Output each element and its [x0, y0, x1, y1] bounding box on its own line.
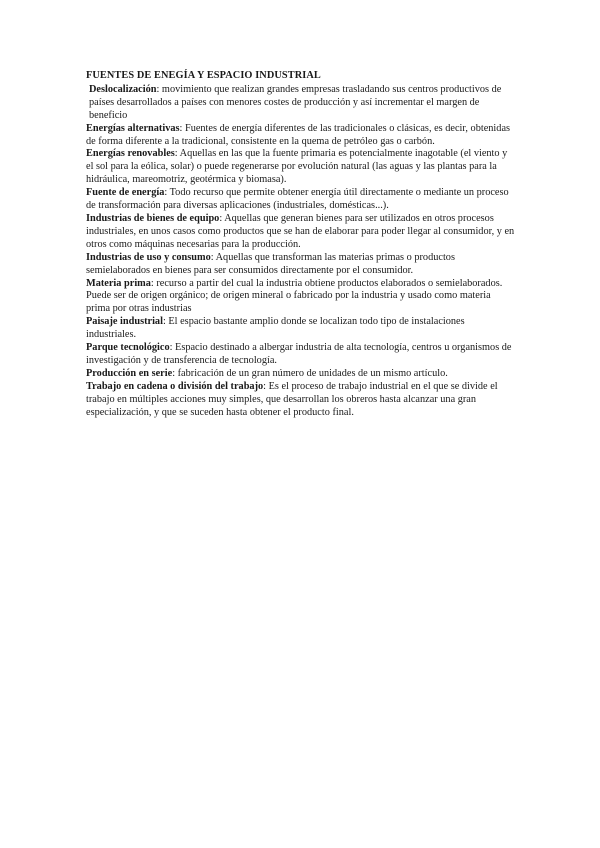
glossary-entry [86, 252, 516, 278]
entry-definition: : Es el proceso de trabajo industrial en el que se divide el trabajo en múltiples acciones muy simples, que desarrollan los obreros hasta alcanzar una gran especialización, y que se suceden hasta obtener el producto final. [86, 380, 498, 418]
glossary-entry [86, 368, 516, 381]
entry-term: Energías alternativas [86, 122, 180, 134]
glossary-entry [86, 213, 516, 252]
entry-term: Industrias de uso y consumo [86, 251, 211, 263]
document-title: FUENTES DE ENEGÍA Y ESPACIO INDUSTRIAL [86, 70, 321, 81]
entry-term: Fuente de energía [86, 187, 165, 199]
entry-definition: : Aquellas que generan bienes para ser utilizados en otros procesos industriales, en unos casos como productos que se han de elaborar para poder llegar al consumidor, y en otros como máquinas necesarias para la producción. [86, 212, 515, 250]
entry-definition: : movimiento que realizan grandes empresas trasladando sus centros productivos de países desarrollados a países con menores costes de producción y así incrementar el margen de beneficio [89, 83, 502, 121]
entry-term: Deslocalización [89, 83, 157, 95]
entry-definition: : Espacio destinado a albergar industria de alta tecnología, centros u organismos de investigación y de transferencia de tecnología. [86, 342, 512, 366]
entry-term: Materia prima [86, 277, 151, 289]
entry-term: Energías renovables [86, 148, 175, 160]
entry-term: Parque tecnológico [86, 342, 170, 354]
glossary-entry [86, 187, 516, 213]
entry-term: Producción en serie [86, 367, 173, 379]
entry-definition: : Todo recurso que permite obtener energía útil directamente o mediante un proceso de transformación para diversas aplicaciones (industriales, domésticas...). [86, 187, 509, 212]
entry-term: Paisaje industrial [86, 316, 163, 328]
entry-definition: : Fuentes de energía diferentes de las tradicionales o clásicas, es decir, obtenidas de forma diferente a la tradicional, consistente en la quema de petróleo gas o carbón. [86, 122, 511, 147]
glossary-entry [86, 123, 516, 149]
glossary-entry [86, 278, 516, 317]
glossary-entry [86, 381, 516, 420]
entry-definition: : fabricación de un gran número de unidades de un mismo artículo. [172, 367, 448, 379]
entry-definition: : Aquellas en las que la fuente primaria es potencialmente inagotable (el viento y el sol para la eólica, solar) o puede regenerarse por evolución natural (las aguas y las plantas para la hidráulica, mareomotriz, geotérmica y biomasa). [86, 148, 508, 186]
entry-definition: : El espacio bastante amplio donde se localizan todo tipo de instalaciones industriales. [86, 316, 465, 341]
entry-term: Trabajo en cadena o división del trabajo [86, 380, 264, 392]
entry-definition: : recurso a partir del cual la industria obtiene productos elaborados o semielaborados. Puede ser de origen orgánico; de origen mineral o fabricado por la industria y usado como materia prima por otras industrias [86, 277, 503, 315]
glossary-entry [86, 316, 516, 342]
document-page [86, 70, 516, 419]
glossary-entry [86, 84, 516, 123]
entry-term: Industrias de bienes de equipo [86, 212, 220, 224]
glossary-entry [86, 148, 516, 187]
glossary-entry [86, 342, 516, 368]
entry-definition: : Aquellas que transforman las materias primas o productos semielaborados en bienes para ser consumidos directamente por el consumidor. [86, 251, 455, 276]
